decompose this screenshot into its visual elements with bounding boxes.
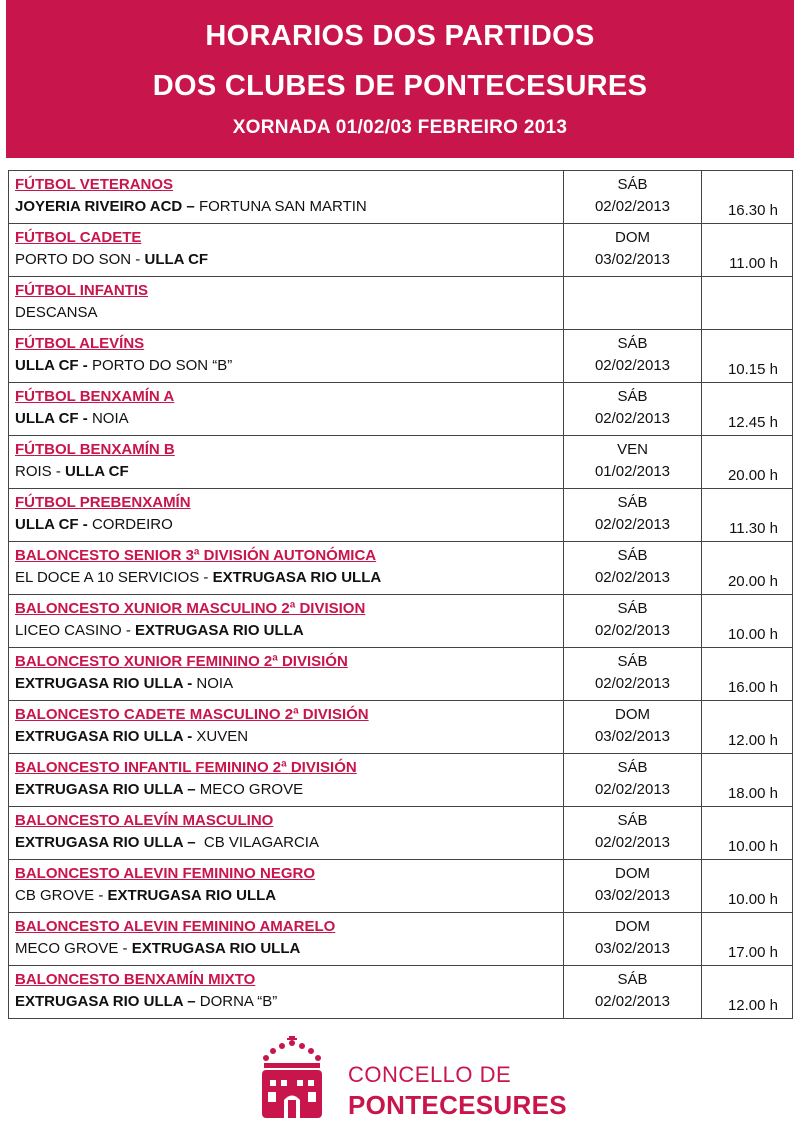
away-team: MECO GROVE <box>199 781 304 798</box>
match-day: DOM <box>615 706 650 723</box>
teams-line <box>15 620 559 642</box>
match-date: 03/02/2013 <box>594 728 671 745</box>
away-team: DORNA “B” <box>199 993 278 1010</box>
category-link: BALONCESTO ALEVIN FEMININO NEGRO <box>15 865 316 882</box>
category-link: BALONCESTO ALEVIN FEMININO AMARELO <box>15 918 336 935</box>
away-team: FORTUNA SAN MARTIN <box>198 198 367 215</box>
match-time: 12.00 h <box>702 701 793 754</box>
home-team: EXTRUGASA RIO ULLA <box>15 781 184 798</box>
match-time: 20.00 h <box>702 436 793 489</box>
match-day: SÁB <box>617 335 648 352</box>
date-cell <box>564 701 702 754</box>
match-cell <box>9 436 564 489</box>
match-cell <box>9 171 564 224</box>
footer-logo <box>252 1036 567 1124</box>
table-row <box>9 224 793 277</box>
away-team: CB VILAGARCIA <box>203 834 319 851</box>
table-row <box>9 277 793 330</box>
teams-line <box>15 567 559 589</box>
table-row <box>9 807 793 860</box>
away-team: ULLA CF <box>144 251 209 268</box>
match-day: SÁB <box>617 812 648 829</box>
team-separator: - <box>183 675 197 692</box>
teams-line <box>15 779 559 801</box>
category-link: BALONCESTO INFANTIL FEMININO 2ª DIVISIÓN <box>15 759 357 776</box>
table-row <box>9 171 793 224</box>
category-link: FÚTBOL CADETE <box>15 229 142 246</box>
match-time: 12.00 h <box>702 966 793 1019</box>
team-separator: - <box>51 463 66 480</box>
match-cell <box>9 595 564 648</box>
match-day: DOM <box>615 865 650 882</box>
table-row <box>9 489 793 542</box>
home-team: MECO GROVE <box>15 940 119 957</box>
team-separator: - <box>121 622 136 639</box>
team-separator: – <box>183 781 200 798</box>
home-team: JOYERIA RIVEIRO ACD <box>15 198 183 215</box>
match-cell <box>9 913 564 966</box>
match-day: VEN <box>617 441 648 458</box>
away-team: EXTRUGASA RIO ULLA <box>107 887 277 904</box>
match-day: SÁB <box>617 759 648 776</box>
home-team: PORTO DO SON <box>15 251 132 268</box>
home-team: LICEO CASINO <box>15 622 122 639</box>
match-time: 16.00 h <box>702 648 793 701</box>
match-cell <box>9 489 564 542</box>
team-separator: - <box>78 516 92 533</box>
team-separator: - <box>78 410 92 427</box>
match-day: SÁB <box>617 547 648 564</box>
coat-of-arms-icon <box>252 1036 332 1124</box>
teams-line <box>15 938 559 960</box>
date-cell <box>564 807 702 860</box>
team-separator: - <box>118 940 132 957</box>
category-link: FÚTBOL BENXAMÍN A <box>15 388 175 405</box>
date-cell <box>564 171 702 224</box>
match-date: 02/02/2013 <box>594 675 671 692</box>
date-cell <box>564 489 702 542</box>
date-cell <box>564 330 702 383</box>
home-team: ROIS <box>15 463 52 480</box>
away-team: CORDEIRO <box>91 516 173 533</box>
table-row <box>9 966 793 1019</box>
date-cell <box>564 542 702 595</box>
match-date: 02/02/2013 <box>594 357 671 374</box>
home-team: CB GROVE <box>15 887 95 904</box>
table-row <box>9 595 793 648</box>
away-team: XUVEN <box>196 728 249 745</box>
home-team: EXTRUGASA RIO ULLA <box>15 993 184 1010</box>
header-subtitle: XORNADA 01/02/03 FEBREIRO 2013 <box>232 117 568 138</box>
teams-line <box>15 726 559 748</box>
match-day: SÁB <box>617 971 648 988</box>
match-cell <box>9 807 564 860</box>
teams-line <box>15 514 559 536</box>
date-cell <box>564 754 702 807</box>
match-day: SÁB <box>617 653 648 670</box>
header-title-line2: DOS CLUBES DE PONTECESURES <box>152 70 648 102</box>
table-row <box>9 383 793 436</box>
schedule-table <box>8 170 793 1019</box>
match-cell <box>9 701 564 754</box>
category-link: FÚTBOL VETERANOS <box>15 176 174 193</box>
category-link: FÚTBOL INFANTIS <box>15 282 149 299</box>
match-day: SÁB <box>617 494 648 511</box>
match-date: 02/02/2013 <box>594 993 671 1010</box>
category-link: BALONCESTO SENIOR 3ª DIVISIÓN AUTONÓMICA <box>15 547 377 564</box>
date-cell <box>564 383 702 436</box>
match-date: 03/02/2013 <box>594 940 671 957</box>
match-cell <box>9 966 564 1019</box>
away-team: EXTRUGASA RIO ULLA <box>135 622 304 639</box>
category-link: BALONCESTO XUNIOR FEMININO 2ª DIVISIÓN <box>15 653 348 670</box>
teams-line <box>15 302 559 324</box>
date-cell <box>564 648 702 701</box>
table-row <box>9 913 793 966</box>
date-cell <box>564 860 702 913</box>
home-team: DESCANSA <box>15 304 98 321</box>
team-separator: – <box>183 993 200 1010</box>
match-time: 11.30 h <box>702 489 793 542</box>
match-time: 10.15 h <box>702 330 793 383</box>
teams-line <box>15 196 559 218</box>
home-team: EXTRUGASA RIO ULLA <box>15 834 184 851</box>
match-date: 01/02/2013 <box>594 463 671 480</box>
match-date: 03/02/2013 <box>594 251 671 268</box>
away-team: PORTO DO SON “B” <box>91 357 233 374</box>
table-row <box>9 754 793 807</box>
match-time: 10.00 h <box>702 807 793 860</box>
team-separator: – <box>182 198 199 215</box>
match-cell <box>9 277 564 330</box>
away-team: NOIA <box>91 410 129 427</box>
match-cell <box>9 754 564 807</box>
page-header <box>6 0 794 158</box>
match-date: 02/02/2013 <box>594 198 671 215</box>
table-row <box>9 648 793 701</box>
teams-line <box>15 832 559 854</box>
home-team: EXTRUGASA RIO ULLA <box>15 675 184 692</box>
match-cell <box>9 330 564 383</box>
match-time <box>702 277 793 330</box>
match-time: 10.00 h <box>702 860 793 913</box>
category-link: BALONCESTO XUNIOR MASCULINO 2ª DIVISION <box>15 600 366 617</box>
match-day: SÁB <box>617 176 648 193</box>
match-date: 03/02/2013 <box>594 887 671 904</box>
home-team: EXTRUGASA RIO ULLA <box>15 728 184 745</box>
date-cell <box>564 224 702 277</box>
match-day: DOM <box>615 229 650 246</box>
category-link: FÚTBOL PREBENXAMÍN <box>15 494 191 511</box>
match-date: 02/02/2013 <box>594 516 671 533</box>
table-row <box>9 701 793 754</box>
match-date: 02/02/2013 <box>594 569 671 586</box>
teams-line <box>15 991 559 1013</box>
header-title-line1: HORARIOS DOS PARTIDOS <box>205 20 595 52</box>
match-time: 18.00 h <box>702 754 793 807</box>
date-cell <box>564 277 702 330</box>
home-team: ULLA CF <box>15 516 79 533</box>
category-link: BALONCESTO ALEVÍN MASCULINO <box>15 812 274 829</box>
team-separator: - <box>183 728 197 745</box>
match-date: 02/02/2013 <box>594 781 671 798</box>
match-cell <box>9 648 564 701</box>
match-cell <box>9 542 564 595</box>
home-team: ULLA CF <box>15 357 79 374</box>
match-time: 12.45 h <box>702 383 793 436</box>
table-row <box>9 542 793 595</box>
table-row <box>9 860 793 913</box>
teams-line <box>15 461 559 483</box>
away-team: ULLA CF <box>65 463 129 480</box>
match-time: 20.00 h <box>702 542 793 595</box>
category-link: BALONCESTO CADETE MASCULINO 2ª DIVISIÓN <box>15 706 369 723</box>
category-link: FÚTBOL BENXAMÍN B <box>15 441 175 458</box>
team-separator: - <box>199 569 213 586</box>
match-cell <box>9 860 564 913</box>
date-cell <box>564 913 702 966</box>
match-date: 02/02/2013 <box>594 622 671 639</box>
match-cell <box>9 224 564 277</box>
team-separator: - <box>131 251 145 268</box>
teams-line <box>15 885 559 907</box>
table-row <box>9 330 793 383</box>
match-date: 02/02/2013 <box>594 410 671 427</box>
teams-line <box>15 673 559 695</box>
match-time: 16.30 h <box>702 171 793 224</box>
table-row <box>9 436 793 489</box>
match-day: SÁB <box>617 388 648 405</box>
away-team: EXTRUGASA RIO ULLA <box>131 940 301 957</box>
teams-line <box>15 249 559 271</box>
category-link: FÚTBOL ALEVÍNS <box>15 335 145 352</box>
match-time: 10.00 h <box>702 595 793 648</box>
match-time: 17.00 h <box>702 913 793 966</box>
team-separator: – <box>183 834 204 851</box>
teams-line <box>15 355 559 377</box>
team-separator: - <box>78 357 92 374</box>
match-cell <box>9 383 564 436</box>
away-team: EXTRUGASA RIO ULLA <box>212 569 382 586</box>
category-link: BALONCESTO BENXAMÍN MIXTO <box>15 971 256 988</box>
match-day: SÁB <box>617 600 648 617</box>
date-cell <box>564 966 702 1019</box>
date-cell <box>564 595 702 648</box>
date-cell <box>564 436 702 489</box>
match-time: 11.00 h <box>702 224 793 277</box>
away-team: NOIA <box>196 675 234 692</box>
match-date: 02/02/2013 <box>594 834 671 851</box>
footer-line2: PONTECESURES <box>348 1090 567 1120</box>
home-team: EL DOCE A 10 SERVICIOS <box>15 569 200 586</box>
footer-line1: CONCELLO DE <box>348 1062 512 1087</box>
home-team: ULLA CF <box>15 410 79 427</box>
team-separator: - <box>94 887 108 904</box>
match-day: DOM <box>615 918 650 935</box>
teams-line <box>15 408 559 430</box>
